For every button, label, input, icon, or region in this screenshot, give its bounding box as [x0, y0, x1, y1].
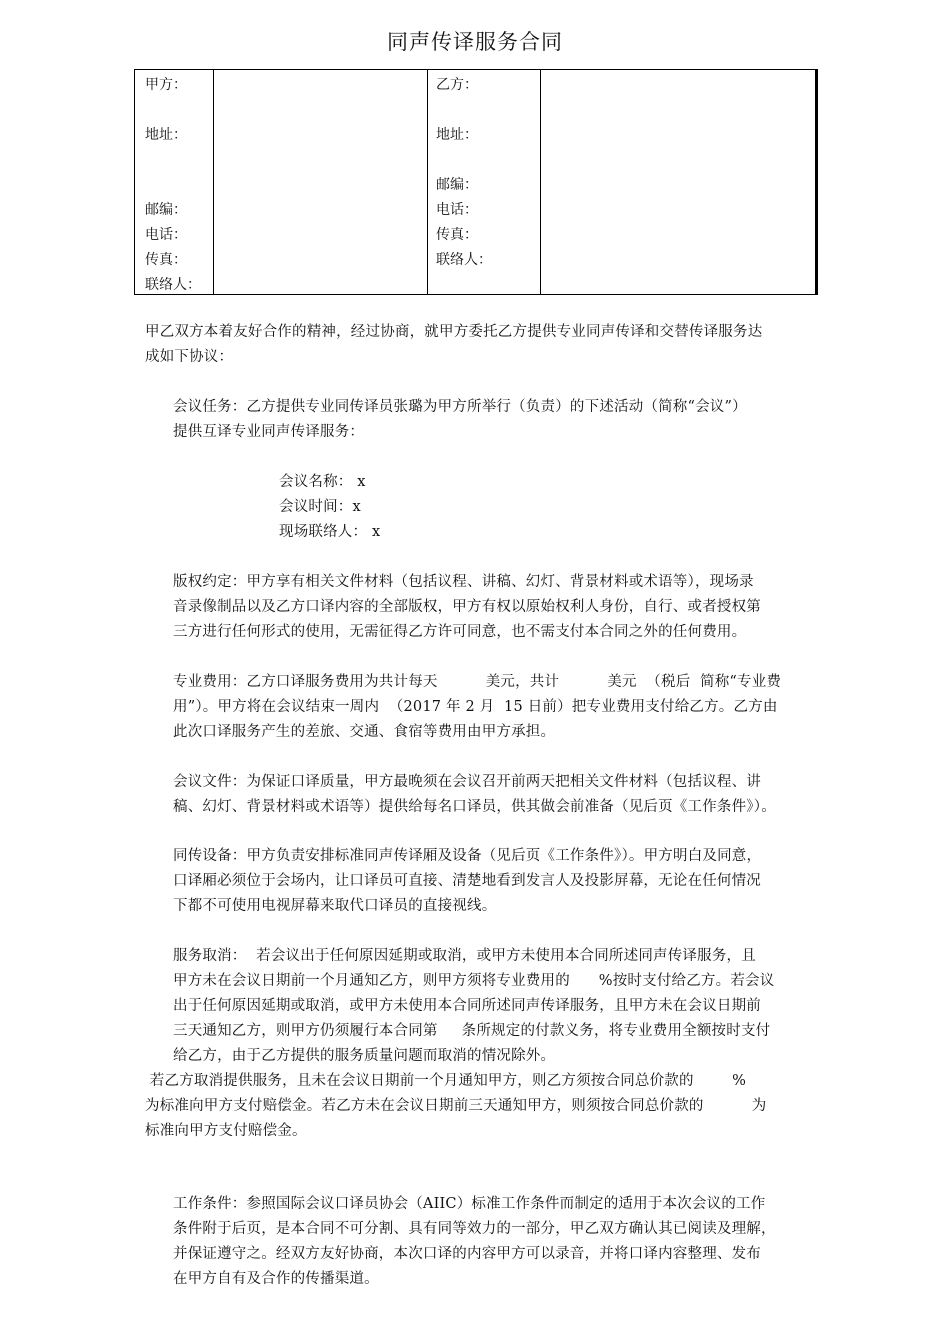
cancellation-party-b: [145, 1069, 813, 1144]
cancellation-line: 甲方未在会议日期前一个月通知乙方，则甲方须将专业费用的 %按时支付给乙方。若会议: [173, 973, 775, 989]
cancellation-b-line: 为标准向甲方支付赔偿金。若乙方未在会议日期前三天通知甲方，则须按合同总价款的 为: [145, 1098, 767, 1114]
cancellation-line: 三天通知乙方，则甲方仍须履行本合同第 条所规定的付款义务，将专业费用全额按时支付: [173, 1023, 771, 1039]
copyright-line: 三方进行任何形式的使用，无需征得乙方许可同意，也不需支付本合同之外的任何费用。: [173, 624, 747, 640]
equipment-line: 同传设备：甲方负责安排标准同声传译厢及设备（见后页《工作条件》）。甲方明白及同意，: [173, 848, 762, 864]
cancellation-b-line: 若乙方取消提供服务，且未在会议日期前一个月通知甲方，则乙方须按合同总价款的 %: [145, 1073, 747, 1089]
task-line: 会议任务：乙方提供专业同传译员张璐为甲方所举行（负责）的下述活动（简称“会议”）: [173, 399, 747, 415]
fee-clause: [173, 670, 813, 745]
working-conditions-clause: [173, 1192, 813, 1292]
fee-line: 此次口译服务产生的差旅、交通、食宿等费用由甲方承担。: [173, 724, 556, 740]
equipment-line: 下都不可使用电视屏幕来取代口译员的直接视线。: [173, 898, 497, 914]
party-b-value-cell: [541, 70, 815, 294]
copyright-clause: [173, 570, 813, 645]
party-b-address-label: 地址：: [436, 127, 478, 143]
cancellation-b-line: 标准向甲方支付赔偿金。: [145, 1123, 307, 1139]
party-b-contact-label: 联络人：: [436, 252, 492, 268]
meeting-info-block: [279, 470, 579, 545]
intro-paragraph: [145, 320, 809, 370]
party-a-name-label: 甲方：: [145, 77, 187, 93]
task-line: 提供互译专业同声传译服务：: [173, 424, 365, 440]
documents-clause: [173, 770, 813, 820]
equipment-line: 口译厢必须位于会场内，让口译员可直接、清楚地看到发言人及投影屏幕，无论在任何情况: [173, 873, 761, 889]
working-conditions-line: 并保证遵守之。经双方友好协商，本次口译的内容甲方可以录音，并将口译内容整理、发布: [173, 1246, 761, 1262]
party-b-postcode-label: 邮编：: [436, 177, 478, 193]
party-a-phone-label: 电话：: [145, 227, 187, 243]
party-a-postcode-label: 邮编：: [145, 202, 187, 218]
party-a-address-label: 地址：: [145, 127, 187, 143]
cancellation-line: 服务取消： 若会议出于任何原因延期或取消，或甲方未使用本合同所述同声传译服务，且: [173, 948, 756, 964]
copyright-line: 音录像制品以及乙方口译内容的全部版权，甲方有权以原始权利人身份，自行、或者授权第: [173, 599, 761, 615]
intro-line: 甲乙双方本着友好合作的精神，经过协商，就甲方委托乙方提供专业同声传译和交替传译服务达: [145, 324, 763, 340]
cancellation-line: 给乙方，由于乙方提供的服务质量问题而取消的情况除外。: [173, 1048, 556, 1064]
party-b-phone-label: 电话：: [436, 202, 478, 218]
meeting-name: 会议名称： x: [279, 474, 366, 490]
fee-line: 用”）。甲方将在会议结束一周内 （2017 年 2 月 15 日前）把专业费用支付给乙方。乙方由: [173, 699, 778, 715]
working-conditions-line: 在甲方自有及合作的传播渠道。: [173, 1271, 379, 1287]
table-divider: [427, 70, 428, 294]
meeting-contact: 现场联络人： x: [279, 524, 381, 540]
task-clause: [173, 395, 813, 445]
fee-line: 专业费用：乙方口译服务费用为共计每天 美元，共计 美元 （税后 简称“专业费: [173, 674, 782, 690]
party-a-fax-label: 传真：: [145, 252, 187, 268]
party-b-name-label: 乙方：: [436, 77, 478, 93]
meeting-time: 会议时间：x: [279, 499, 361, 515]
page-title: 同声传译服务合同: [387, 30, 563, 54]
party-a-contact-label: 联络人：: [145, 277, 201, 293]
documents-line: 会议文件：为保证口译质量，甲方最晚须在会议召开前两天把相关文件材料（包括议程、讲: [173, 774, 761, 790]
party-info-table: [134, 69, 816, 295]
documents-line: 稿、幻灯、背景材料或术语等）提供给每名口译员，供其做会前准备（见后页《工作条件》）。: [173, 799, 776, 815]
equipment-clause: [173, 844, 813, 919]
working-conditions-line: 条件附于后页，是本合同不可分割、具有同等效力的一部分，甲乙双方确认其已阅读及理解，: [173, 1221, 776, 1237]
intro-line: 成如下协议：: [145, 349, 234, 365]
cancellation-clause: [173, 944, 813, 1069]
copyright-line: 版权约定：甲方享有相关文件材料（包括议程、讲稿、幻灯、背景材料或术语等），现场录: [173, 574, 754, 590]
cancellation-line: 出于任何原因延期或取消，或甲方未使用本合同所述同声传译服务，且甲方未在会议日期前: [173, 998, 761, 1014]
party-b-fax-label: 传真：: [436, 227, 478, 243]
working-conditions-line: 工作条件：参照国际会议口译员协会（AIIC）标准工作条件而制定的适用于本次会议的工作: [173, 1196, 766, 1212]
party-a-value-cell: [214, 70, 427, 294]
